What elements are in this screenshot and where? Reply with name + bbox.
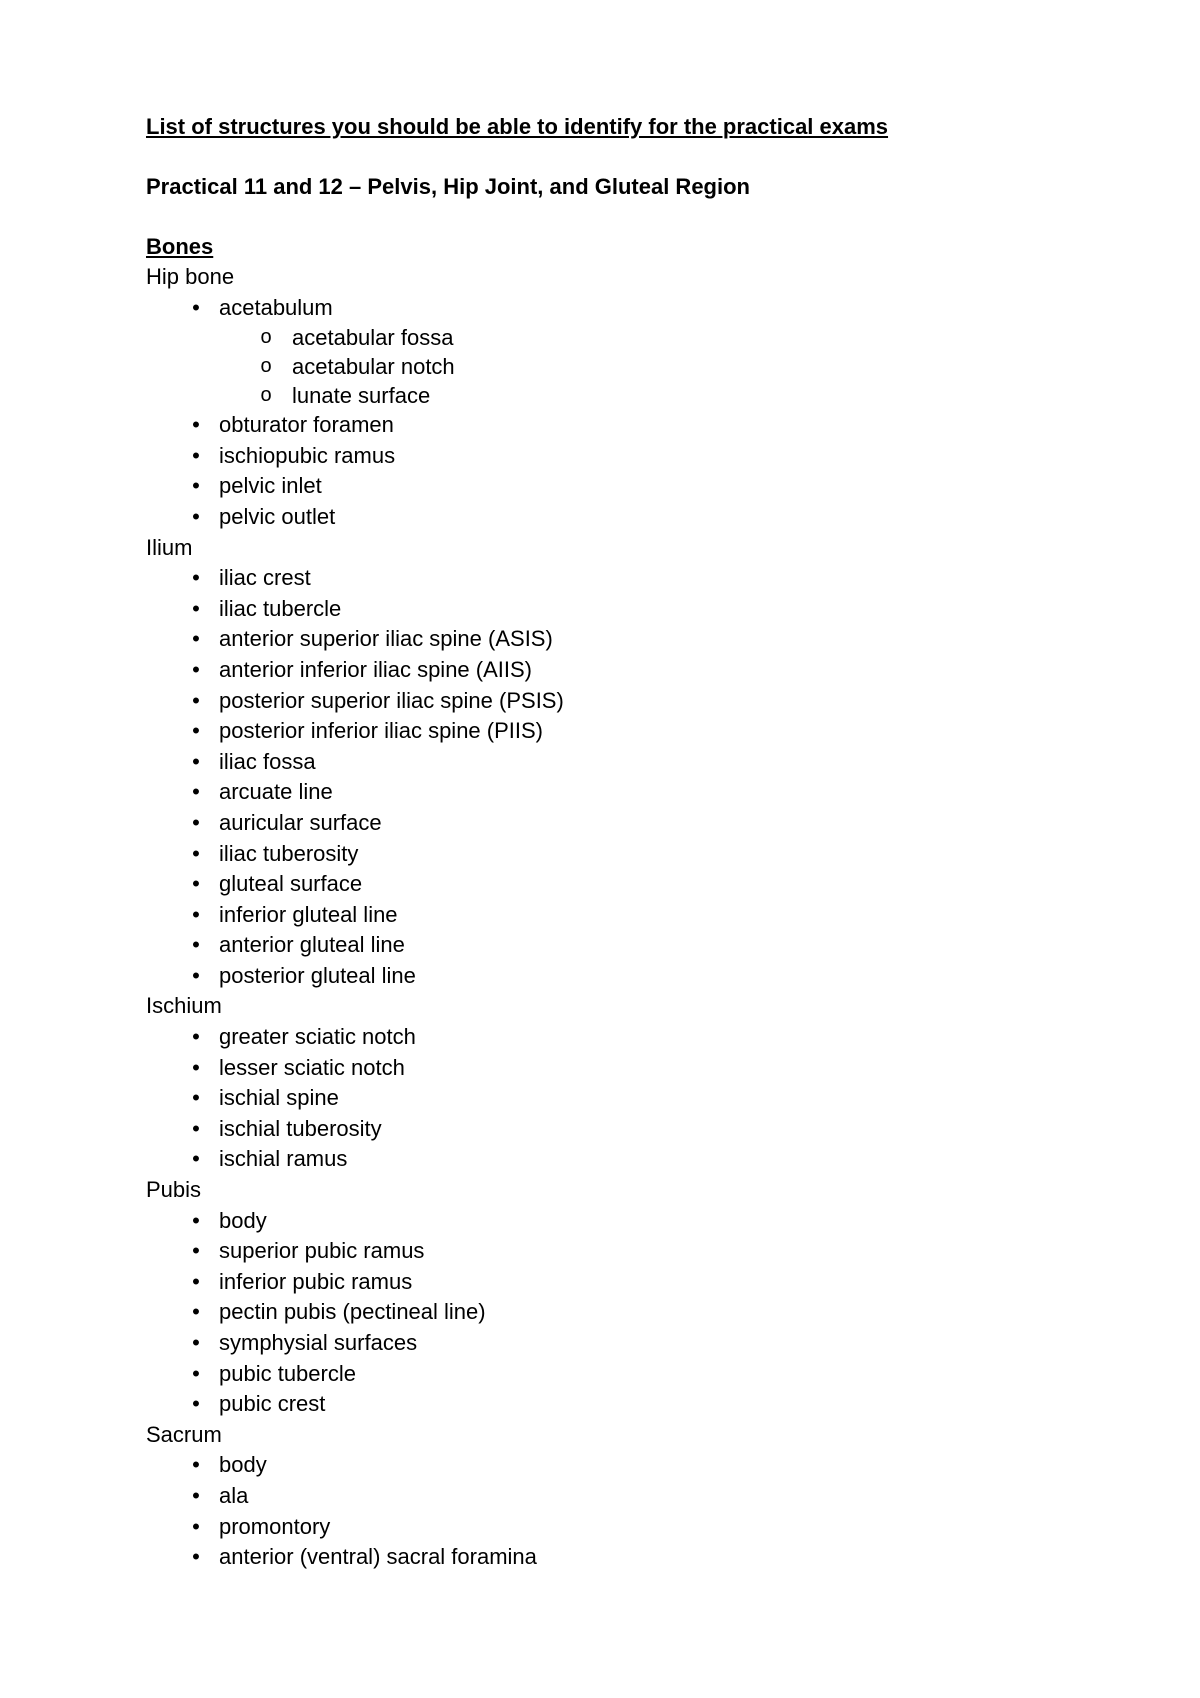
list-item-label: pubic crest: [219, 1391, 326, 1417]
sub-list-item: [146, 352, 1146, 381]
circle-bullet-icon: o: [260, 355, 272, 378]
list-item: [146, 716, 1146, 747]
list-item-label: acetabulum: [219, 294, 333, 320]
list-item: [146, 686, 1146, 717]
group-label: Sacrum: [146, 1421, 222, 1447]
list-item: [146, 1022, 1146, 1053]
list-item-label: body: [219, 1452, 267, 1478]
list-item-label: inferior gluteal line: [219, 901, 398, 927]
list-item-label: anterior inferior iliac spine (AIIS): [219, 656, 533, 682]
bullet-icon: •: [192, 294, 200, 320]
bullet-icon: •: [192, 687, 200, 713]
list-item-label: pelvic outlet: [219, 503, 336, 529]
list-item: [146, 563, 1146, 594]
group-label: Ilium: [146, 534, 193, 560]
bullet-icon: •: [192, 1024, 200, 1050]
list-item: [146, 1450, 1146, 1481]
bullet-icon: •: [192, 1207, 200, 1233]
list-item: [146, 1083, 1146, 1114]
list-item: [146, 1114, 1146, 1145]
sub-list-item: [146, 323, 1146, 352]
list-item-label: body: [219, 1207, 267, 1233]
bullet-icon: •: [192, 1268, 200, 1294]
list-item-label: posterior inferior iliac spine (PIIS): [219, 718, 544, 744]
document-subtitle: Practical 11 and 12 – Pelvis, Hip Joint, and Gluteal Region: [146, 174, 750, 199]
bullet-icon: •: [192, 871, 200, 897]
circle-bullet-icon: o: [260, 326, 272, 349]
list-item-label: ala: [219, 1482, 249, 1508]
list-item-label: posterior gluteal line: [219, 962, 416, 988]
bullet-icon: •: [192, 840, 200, 866]
list-item-label: gluteal surface: [219, 871, 363, 897]
list-item-label: pectin pubis (pectineal line): [219, 1299, 486, 1325]
list-item-label: superior pubic ramus: [219, 1238, 425, 1264]
list-item: [146, 808, 1146, 839]
list-item-label: inferior pubic ramus: [219, 1268, 413, 1294]
list-item: [146, 1206, 1146, 1237]
bullet-icon: •: [192, 809, 200, 835]
list-item-label: iliac fossa: [219, 748, 316, 774]
list-item-label: obturator foramen: [219, 412, 394, 438]
group-label: Pubis: [146, 1177, 202, 1203]
document-title: List of structures you should be able to identify for the practical exams: [146, 114, 889, 139]
bullet-icon: •: [192, 779, 200, 805]
circle-bullet-icon: o: [260, 384, 272, 407]
list-item-label: symphysial surfaces: [219, 1330, 418, 1355]
bullet-icon: •: [192, 565, 200, 591]
list-item: [146, 1481, 1146, 1512]
list-item: [146, 410, 1146, 441]
list-item-label: auricular surface: [219, 809, 382, 835]
bullet-icon: •: [192, 442, 200, 468]
list-item-label: iliac tubercle: [219, 595, 342, 621]
bullet-icon: •: [192, 1299, 200, 1325]
list-item-label: pubic tubercle: [219, 1360, 356, 1386]
bullet-icon: •: [192, 748, 200, 774]
bullet-icon: •: [192, 595, 200, 621]
list-item: [146, 869, 1146, 900]
sub-list-item: [146, 381, 1146, 410]
list-item: [146, 1328, 1146, 1359]
list-item-label: anterior (ventral) sacral foramina: [219, 1544, 537, 1570]
list-item: [146, 1512, 1146, 1543]
list-item: [146, 747, 1146, 778]
bullet-icon: •: [192, 718, 200, 744]
bullet-icon: •: [192, 1544, 200, 1570]
list-item-label: iliac tuberosity: [219, 840, 359, 866]
bullet-icon: •: [192, 1054, 200, 1080]
list-item: [146, 624, 1146, 655]
list-item-label: ischiopubic ramus: [219, 442, 396, 468]
list-item-label: greater sciatic notch: [219, 1024, 416, 1050]
list-item: [146, 1389, 1146, 1420]
bullet-icon: •: [192, 1115, 200, 1141]
list-item: [146, 839, 1146, 870]
list-item: [146, 594, 1146, 625]
bullet-icon: •: [192, 503, 200, 529]
sub-list-item-label: acetabular fossa: [292, 325, 454, 351]
group-label: Hip bone: [146, 264, 235, 289]
list-item: [146, 1144, 1146, 1175]
document-page: [146, 112, 1146, 1573]
list-item-label: pelvic inlet: [219, 473, 322, 499]
bullet-icon: •: [192, 1330, 200, 1355]
list-item: [146, 1236, 1146, 1267]
list-item-label: ischial spine: [219, 1085, 339, 1111]
bullet-icon: •: [192, 1085, 200, 1111]
list-item-label: iliac crest: [219, 565, 311, 591]
list-item: [146, 777, 1146, 808]
list-item: [146, 441, 1146, 472]
bullet-icon: •: [192, 473, 200, 499]
bullet-icon: •: [192, 1482, 200, 1508]
list-item: [146, 961, 1146, 992]
list-item: [146, 655, 1146, 686]
bullet-icon: •: [192, 932, 200, 958]
sub-list-item-label: lunate surface: [292, 383, 431, 409]
list-item: [146, 900, 1146, 931]
list-item: [146, 1297, 1146, 1328]
group-label: Ischium: [146, 993, 222, 1019]
list-item-label: posterior superior iliac spine (PSIS): [219, 687, 564, 713]
structure-groups: [146, 262, 1146, 1573]
list-item-label: anterior superior iliac spine (ASIS): [219, 626, 553, 652]
bullet-icon: •: [192, 1513, 200, 1539]
bullet-icon: •: [192, 1146, 200, 1172]
list-item: [146, 1359, 1146, 1390]
list-item: [146, 1053, 1146, 1084]
bullet-icon: •: [192, 1391, 200, 1417]
bullet-icon: •: [192, 626, 200, 652]
list-item: [146, 471, 1146, 502]
bullet-icon: •: [192, 656, 200, 682]
bullet-icon: •: [192, 901, 200, 927]
list-item-label: promontory: [219, 1513, 331, 1539]
bullet-icon: •: [192, 962, 200, 988]
list-item-label: lesser sciatic notch: [219, 1054, 405, 1080]
list-item-label: ischial tuberosity: [219, 1115, 382, 1141]
bullet-icon: •: [192, 412, 200, 438]
bullet-icon: •: [192, 1360, 200, 1386]
list-item: [146, 930, 1146, 961]
list-item: [146, 502, 1146, 533]
list-item-label: anterior gluteal line: [219, 932, 405, 958]
list-item: [146, 1542, 1146, 1573]
list-item-label: arcuate line: [219, 779, 333, 805]
list-item: [146, 293, 1146, 324]
section-heading-bones: Bones: [146, 234, 214, 259]
bullet-icon: •: [192, 1238, 200, 1264]
bullet-icon: •: [192, 1452, 200, 1478]
list-item-label: ischial ramus: [219, 1146, 348, 1172]
sub-list-item-label: acetabular notch: [292, 354, 455, 380]
list-item: [146, 1267, 1146, 1298]
